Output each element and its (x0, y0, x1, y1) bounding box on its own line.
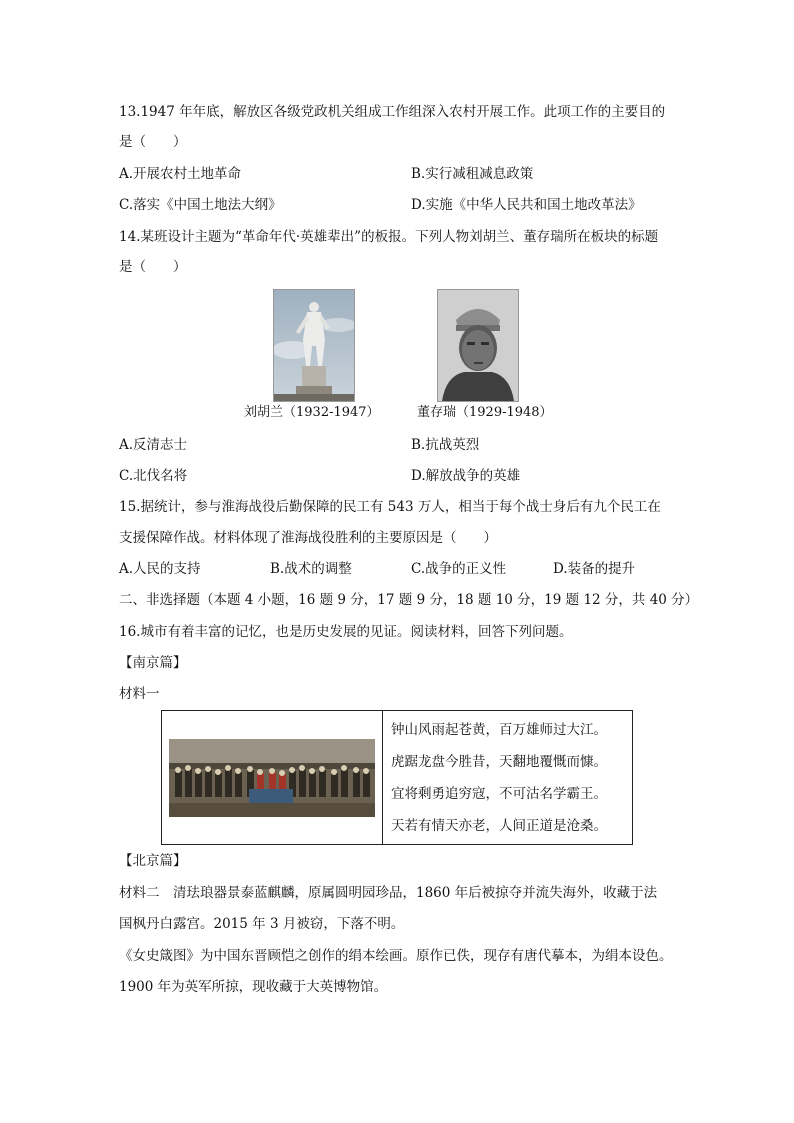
q15-option-b: B.战术的调整 (270, 561, 352, 577)
caption-liu-hulan: 刘胡兰（1932-1947） (244, 405, 380, 420)
q16-stem: 16.城市有着丰富的记忆，也是历史发展的见证。阅读材料，回答下列问题。 (119, 624, 573, 640)
q13-option-b: B.实行减租减息政策 (411, 166, 534, 182)
q14-option-b: B.抗战英烈 (411, 437, 480, 453)
q15-option-d: D.装备的提升 (553, 561, 636, 577)
material-one-poem-cell (383, 711, 633, 845)
poem-line-2: 虎踞龙盘今胜昔，天翻地覆慨而慷。 (391, 753, 607, 770)
q15-stem-line1: 15.据统计，参与淮海战役后勤保障的民工有 543 万人，相当于每个战士身后有九个民工在 (119, 499, 661, 515)
q15-option-c: C.战争的正义性 (411, 561, 507, 577)
q13-stem-line2: 是（ ） (119, 134, 187, 150)
q13-stem-line1: 13.1947 年年底，解放区各级党政机关组成工作组深入农村开展工作。此项工作的主要目的 (119, 104, 666, 120)
q14-stem-line1: 14.某班设计主题为“革命年代·英雄辈出”的板报。下列人物刘胡兰、董存瑞所在板块的标题 (119, 229, 659, 245)
material-two-line1: 材料二 清珐琅器景泰蓝麒麟，原属圆明园珍品，1860 年后被掠夺并流失海外，收藏于法 (119, 885, 658, 901)
material-two-line4: 1900 年为英军所掠，现收藏于大英博物馆。 (119, 979, 388, 995)
material-two-line2: 国枫丹白露宫。2015 年 3 月被窃，下落不明。 (119, 916, 405, 932)
material-one-image-cell (162, 711, 383, 845)
q14-option-d: D.解放战争的英雄 (411, 468, 521, 484)
dong-cunrui-portrait-photo (437, 289, 519, 402)
q15-stem-line2: 支援保障作战。材料体现了淮海战役胜利的主要原因是（ ） (119, 530, 497, 546)
material-one-table (161, 710, 633, 845)
q13-option-d: D.实施《中华人民共和国土地改革法》 (411, 197, 642, 213)
signing-ceremony-painting (169, 739, 375, 817)
q15-option-a: A.人民的支持 (119, 561, 201, 577)
liu-hulan-statue-photo (273, 289, 355, 402)
nanjing-heading: 【南京篇】 (119, 655, 187, 671)
q14-stem-line2: 是（ ） (119, 259, 187, 275)
beijing-heading: 【北京篇】 (119, 853, 187, 869)
caption-dong-cunrui: 董存瑞（1929-1948） (417, 405, 553, 420)
material-one-label: 材料一 (119, 686, 160, 702)
q13-option-c: C.落实《中国土地法大纲》 (119, 197, 282, 213)
poem-line-1: 钟山风雨起苍黄，百万雄师过大江。 (391, 721, 607, 738)
poem-line-4: 天若有情天亦老，人间正道是沧桑。 (391, 817, 607, 834)
section-two-heading: 二、非选择题（本题 4 小题，16 题 9 分，17 题 9 分，18 题 10 分，19 题 12 分，共 40 分） (119, 592, 699, 608)
q14-option-c: C.北伐名将 (119, 468, 188, 484)
poem-line-3: 宜将剩勇追穷寇，不可沽名学霸王。 (391, 785, 607, 802)
q13-option-a: A.开展农村土地革命 (119, 166, 242, 182)
material-two-line3: 《女史箴图》为中国东晋顾恺之创作的绢本绘画。原作已佚，现存有唐代摹本，为绢本设色。 (119, 948, 673, 964)
q14-option-a: A.反清志士 (119, 437, 188, 453)
